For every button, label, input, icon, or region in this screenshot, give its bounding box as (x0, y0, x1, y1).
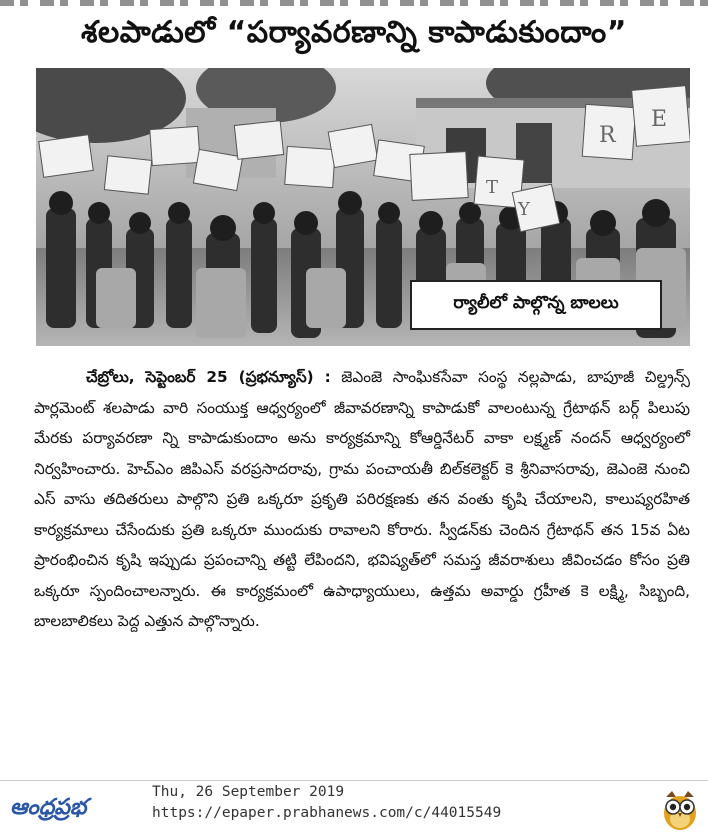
article-body-text: జెఎంజె సాంఘికసేవా సంస్థ నల్లపాడు, బాపూజీ చిల్డ్రన్స్ పార్లమెంట్ శలపాడు వారి సంయుక్త ఆధ్వర్యంలో జీవావరణాన్ని కాపాడుకో వాలంటున్న గ్రేటాథన్ బర్గ్ పిలుపు మేరకు పర్యావరణా న్ని కాపాడుకుందాం అను కార్యక్రమాన్ని కోఆర్డినేటర్ వాకా లక్ష్మణ్ నందన్ ఆధ్వర్యంలో నిర్వహించారు. హెచ్ఎం జిపిఎస్ వరప్రసాదరావు, గ్రామ పంచాయతీ బిల్‌కలెక్టర్ కె శ్రీనివాసరావు, జెఎంజె నుంచి ఎస్ వాసు తదితరులు పాల్గొని ప్రతి ఒక్కరూ ప్రకృతి పరిరక్షణకు తన వంతు కృషి చేయాలని, కాలుష్యరహిత కార్యక్రమాలు చేసేందుకు ప్రతి ఒక్కరూ ముందుకు రావాలని కోరారు. స్వీడన్‌కు చెందిన గ్రేటాథన్ తన 15వ ఏట ప్రారంభించిన కృషి ఇప్పుడు ప్రపంచాన్ని తట్టి లేపిందని, భవిష్యత్‌లో సమస్త జీవరాశులు జీవించడం కోసం ప్రతి ఒక్కరూ స్పందించాలన్నారు. ఈ కార్యక్రమంలో ఉపాధ్యాయులు, ఉత్తమ అవార్డు గ్రహీత కె లక్ష్మి, సిబ్బంది, బాలబాలికలు పెద్ద ఎత్తున పాల్గొన్నారు. (34, 368, 690, 630)
owl-icon (660, 787, 700, 831)
placard-letter-t: T (486, 177, 499, 198)
photo-caption: ర్యాలీలో పాల్గొన్న బాలలు (410, 280, 662, 330)
epaper-footer (0, 781, 708, 834)
article-paragraph (34, 362, 690, 637)
publication-date: Thu, 26 September 2019 (152, 784, 345, 800)
article-dateline: చేబ్రోలు, సెప్టెంబర్ 25 (ప్రభన్యూస్) : (86, 368, 331, 386)
andhra-prabha-logo[interactable]: ఆంధ్రప్రభ (10, 795, 87, 820)
placard-letter-y: Y (518, 199, 530, 220)
article-body (34, 362, 690, 637)
placard-letter-r: R (599, 123, 616, 148)
epaper-link[interactable]: https://epaper.prabhanews.com/c/44015549 (152, 805, 502, 821)
article-headline: శలపాడులో “పర్యావరణాన్ని కాపాడుకుందాం” (80, 15, 627, 50)
cropped-previous-headline (0, 0, 708, 6)
placard-letter-e: E (651, 107, 668, 132)
rally-photo (36, 68, 690, 346)
